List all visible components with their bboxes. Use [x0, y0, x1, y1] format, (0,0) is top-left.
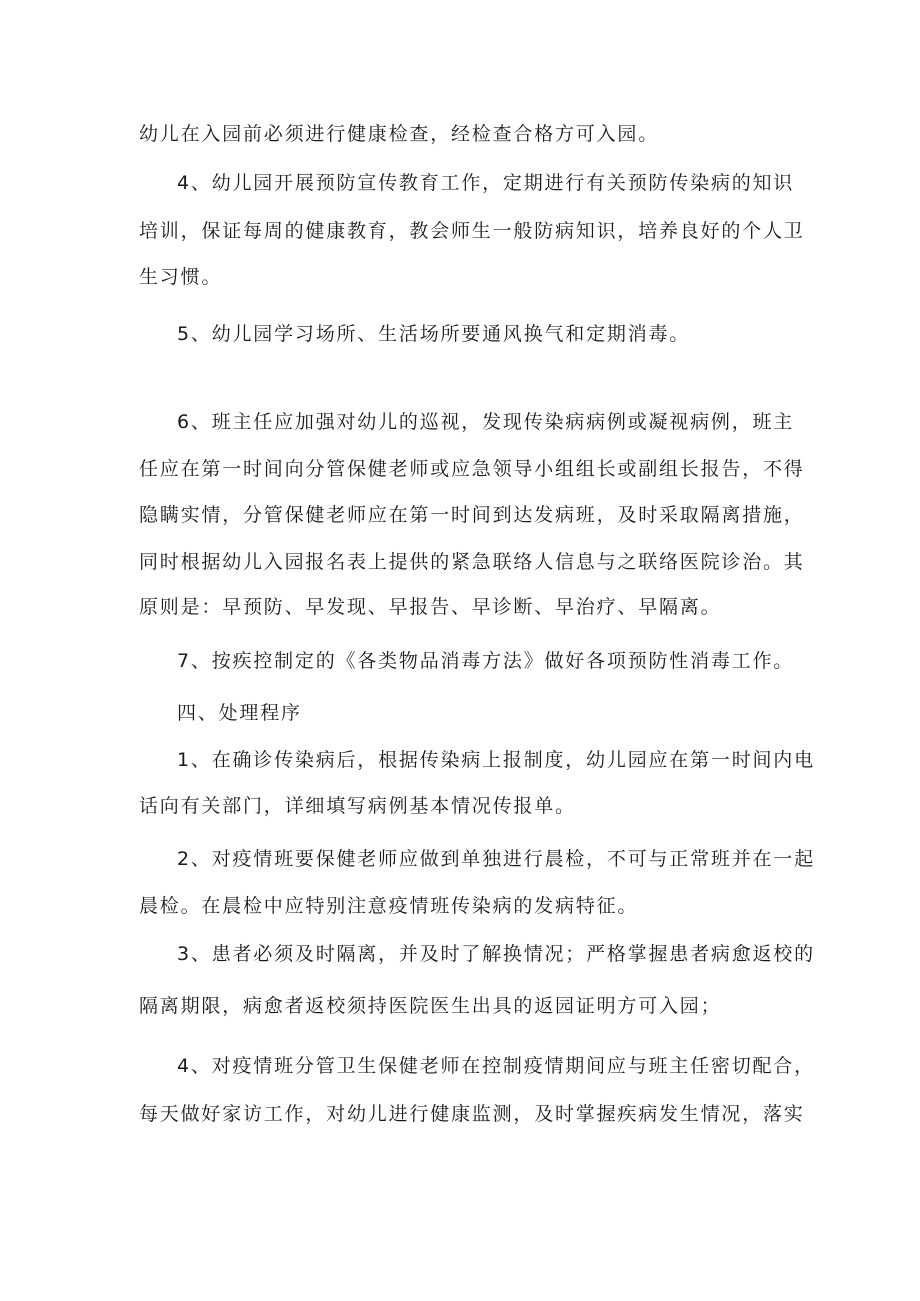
text-line: 每天做好家访工作，对幼儿进行健康监测，及时掌握疾病发生情况，落实: [139, 1103, 805, 1125]
text-line: 隔离期限，病愈者返校须持医院医生出具的返园证明方可入园；: [139, 995, 722, 1017]
section-heading: 四、处理程序: [177, 702, 302, 724]
text-line: 3、患者必须及时隔离，并及时了解换情况；严格掌握患者病愈返校的: [177, 943, 815, 965]
text-line: 话向有关部门，详细填写病例基本情况传报单。: [139, 795, 576, 817]
text-line: 7、按疾控制定的《各类物品消毒方法》做好各项预防性消毒工作。: [177, 650, 795, 672]
text-line: 1、在确诊传染病后，根据传染病上报制度，幼儿园应在第一时间内电: [177, 749, 815, 771]
text-line: 4、幼儿园开展预防宣传教育工作，定期进行有关预防传染病的知识: [177, 172, 795, 194]
text-line: 生习惯。: [139, 266, 223, 288]
text-line: 幼儿在入园前必须进行健康检查，经检查合格方可入园。: [139, 123, 660, 145]
text-line: 同时根据幼儿入园报名表上提供的紧急联络人信息与之联络医院诊治。其: [139, 551, 805, 573]
text-line: 6、班主任应加强对幼儿的巡视，发现传染病病例或凝视病例，班主: [177, 411, 795, 433]
text-line: 隐瞒实情，分管保健老师应在第一时间到达发病班，及时采取隔离措施，: [139, 504, 805, 526]
text-line: 2、对疫情班要保健老师应做到单独进行晨检，不可与正常班并在一起: [177, 848, 815, 870]
text-line: 4、对疫情班分管卫生保健老师在控制疫情期间应与班主任密切配合，: [177, 1055, 815, 1077]
text-line: 5、幼儿园学习场所、生活场所要通风换气和定期消毒。: [177, 323, 691, 345]
text-line: 培训，保证每周的健康教育，教会师生一般防病知识，培养良好的个人卫: [139, 220, 805, 242]
text-line: 原则是：早预防、早发现、早报告、早诊断、早治疗、早隔离。: [139, 596, 722, 618]
text-line: 任应在第一时间向分管保健老师或应急领导小组组长或副组长报告，不得: [139, 458, 805, 480]
text-line: 晨检。在晨检中应特别注意疫情班传染病的发病特征。: [139, 895, 639, 917]
